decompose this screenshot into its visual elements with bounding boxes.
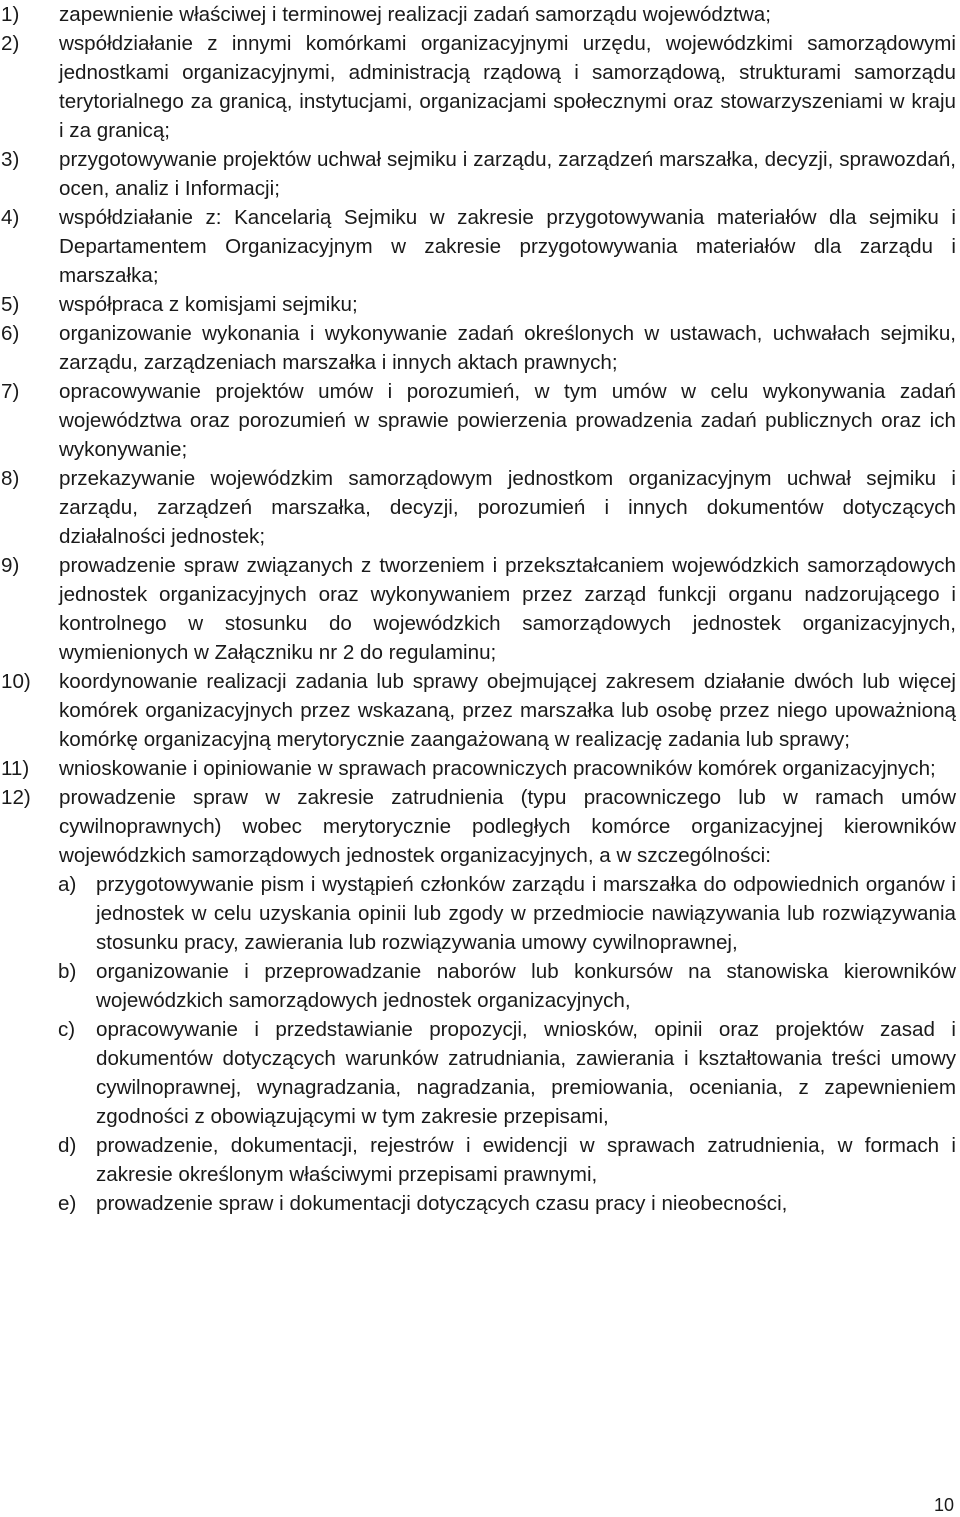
sub-list-item-text: opracowywanie i przedstawianie propozycji, wniosków, opinii oraz projektów zasad i dokumentów dotyczących warunków zatrudniania, zawierania i kształtowania treści umowy cywilnoprawnej, wynagradzania, nagradzania, premiowania, oceniania, z zapewnieniem zgodności z obowiązującymi w tym zakresie przepisami, — [96, 1018, 956, 1128]
list-item-text: prowadzenie spraw w zakresie zatrudnienia (typu pracowniczego lub w ramach umów cywilnoprawnych) wobec merytorycznie podległych komórce organizacyjnej kierowników wojewódzkich samorządowych jednostek organizacyjnych, a w szczególności: — [59, 786, 956, 867]
sub-list-item — [0, 1189, 960, 1218]
sub-list-item — [0, 957, 960, 1015]
list-item-number: 3) — [1, 148, 20, 171]
sub-list-item-letter: c) — [58, 1018, 76, 1041]
sub-list-item-text: organizowanie i przeprowadzanie naborów lub konkursów na stanowiska kierowników wojewódzkich samorządowych jednostek organizacyjnych, — [96, 960, 956, 1012]
sub-list-item — [0, 1131, 960, 1189]
sub-list-item-text: prowadzenie, dokumentacji, rejestrów i ewidencji w sprawach zatrudnienia, w formach i zakresie określonym właściwymi przepisami prawnymi, — [96, 1134, 956, 1186]
list-item-number: 10) — [1, 670, 31, 693]
list-item — [0, 464, 960, 551]
list-item — [0, 667, 960, 754]
list-item-text: opracowywanie projektów umów i porozumień, w tym umów w celu wykonywania zadań województwa oraz porozumień w sprawie powierzenia prowadzenia zadań publicznych oraz ich wykonywanie; — [59, 380, 956, 461]
sub-list-item-letter: d) — [58, 1134, 77, 1157]
list-item-text: organizowanie wykonania i wykonywanie zadań określonych w ustawach, uchwałach sejmiku, zarządu, zarządzeniach marszałka i innych aktach prawnych; — [59, 322, 956, 374]
list-item — [0, 783, 960, 870]
list-item-text: współpraca z komisjami sejmiku; — [59, 293, 358, 316]
list-item — [0, 754, 960, 783]
list-item-number: 4) — [1, 206, 20, 229]
page-number: 10 — [933, 1495, 954, 1515]
list-item — [0, 290, 960, 319]
list-item — [0, 377, 960, 464]
list-item-text: przygotowywanie projektów uchwał sejmiku i zarządu, zarządzeń marszałka, decyzji, sprawozdań, ocen, analiz i Informacji; — [59, 148, 956, 200]
list-item-number: 1) — [1, 3, 20, 26]
list-item-text: wnioskowanie i opiniowanie w sprawach pracowniczych pracowników komórek organizacyjnych; — [59, 757, 936, 780]
list-item-text: prowadzenie spraw związanych z tworzeniem i przekształcaniem wojewódzkich samorządowych jednostek organizacyjnych oraz wykonywaniem przez zarząd funkcji organu nadzorującego i kontrolnego w stosunku do wojewódzkich samorządowych jednostek organizacyjnych, wymienionych w Załączniku nr 2 do regulaminu; — [59, 554, 956, 664]
list-item-text: współdziałanie z innymi komórkami organizacyjnymi urzędu, wojewódzkimi samorządowymi jednostkami organizacyjnymi, administracją rządową i samorządową, strukturami samorządu terytorialnego za granicą, instytucjami, organizacjami społecznymi oraz stowarzyszeniami w kraju i za granicą; — [59, 32, 956, 142]
list-item-number: 2) — [1, 32, 20, 55]
sub-list-item-text: przygotowywanie pism i wystąpień członków zarządu i marszałka do odpowiednich organów i jednostek w celu uzyskania opinii lub zgody w przedmiocie nawiązywania lub rozwiązywania stosunku pracy, zawierania lub rozwiązywania umowy cywilnoprawnej, — [96, 873, 956, 954]
list-item-number: 5) — [1, 293, 20, 316]
list-item-text: zapewnienie właściwej i terminowej realizacji zadań samorządu województwa; — [59, 3, 771, 26]
list-item — [0, 319, 960, 377]
list-item-number: 12) — [1, 786, 31, 809]
list-item-number: 6) — [1, 322, 20, 345]
list-item-text: współdziałanie z: Kancelarią Sejmiku w zakresie przygotowywania materiałów dla sejmiku i Departamentem Organizacyjnym w zakresie przygotowywania materiałów dla zarządu i marszałka; — [59, 206, 956, 287]
sub-list-item-letter: e) — [58, 1192, 77, 1215]
list-item-text: przekazywanie wojewódzkim samorządowym jednostkom organizacyjnym uchwał sejmiku i zarządu, zarządzeń marszałka, decyzji, porozumień i innych dokumentów dotyczących działalności jednostek; — [59, 467, 956, 548]
sub-list-item-letter: b) — [58, 960, 77, 983]
sub-list-item — [0, 1015, 960, 1131]
list-item-number: 8) — [1, 467, 20, 490]
list-item — [0, 145, 960, 203]
sub-list-item-letter: a) — [58, 873, 77, 896]
list-item-text: koordynowanie realizacji zadania lub sprawy obejmującej zakresem działanie dwóch lub więcej komórek organizacyjnych przez wskazaną, przez marszałka lub osobę przez niego upoważnioną komórkę organizacyjną merytorycznie zaangażowaną w realizację zadania lub sprawy; — [59, 670, 956, 751]
list-item-number: 9) — [1, 554, 20, 577]
list-item — [0, 551, 960, 667]
list-item — [0, 29, 960, 145]
list-item-number: 7) — [1, 380, 20, 403]
sub-list-item — [0, 870, 960, 957]
sub-list-item-text: prowadzenie spraw i dokumentacji dotyczących czasu pracy i nieobecności, — [96, 1192, 788, 1215]
list-item-number: 11) — [1, 757, 30, 780]
list-item — [0, 0, 960, 29]
list-item — [0, 203, 960, 290]
